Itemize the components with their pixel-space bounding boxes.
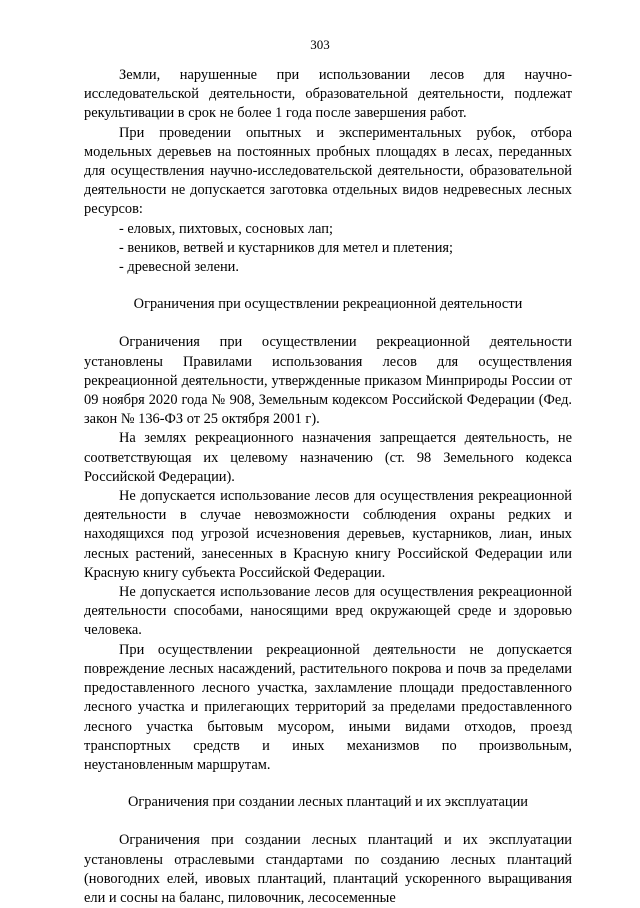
paragraph-plantation-standards: Ограничения при создании лесных плантаций и их эксплуатации установлены отраслевыми стандартами по созданию лесных плантаций (новогодних елей, ивовых плантаций, плантаций ускоренного выращивания ели и сосны на баланс, пиловочник, лесосеменные xyxy=(84,832,572,906)
page-number: 303 xyxy=(310,37,330,52)
list-item: - еловых, пихтовых, сосновых лап; xyxy=(119,220,333,237)
page-content xyxy=(84,66,572,908)
paragraph-damage-prohibition: При осуществлении рекреационной деятельности не допускается повреждение лесных насаждений, растительного покрова и почв за пределами предоставленного лесного участка, захламление площади предоставленного лесного участка и прилегающих территорий за пределами предоставленного лесного участка бытовым мусором, иными видами отходов, проезд транспортных средств и иных механизмов по произвольным, неустановленным маршрутам. xyxy=(84,641,572,773)
section-heading-plantations: Ограничения при создании лесных плантаций и их эксплуатации xyxy=(128,794,528,811)
paragraph-recreation-rules: Ограничения при осуществлении рекреационной деятельности установлены Правилами использования лесов для осуществления рекреационной деятельности, утвержденные приказом Минприроды России от 09 ноября 2020 года № 908, Земельным кодексом Российской Федерации (Фед. закон № 136-ФЗ от 25 октября 2001 г). xyxy=(84,334,572,428)
list-item: - веников, ветвей и кустарников для метел и плетения; xyxy=(119,239,454,256)
paragraph-harmful-methods: Не допускается использование лесов для осуществления рекреационной деятельности способами, наносящими вред окружающей среде и здоровью человека. xyxy=(84,584,572,639)
list-item: - древесной зелени. xyxy=(119,259,239,276)
paragraph-experimental-cuttings: При проведении опытных и экспериментальных рубок, отбора модельных деревьев на постоянных пробных площадях в лесах, переданных для осуществления научно-исследовательской деятельности, образовательной деятельности не допускается заготовка отдельных видов недревесных лесных ресурсов: xyxy=(84,124,572,218)
section-heading-recreation: Ограничения при осуществлении рекреационной деятельности xyxy=(133,296,523,313)
paragraph-rare-species: Не допускается использование лесов для осуществления рекреационной деятельности в случае невозможности соблюдения охраны редких и находящихся под угрозой исчезновения деревьев, кустарников, лиан, иных лесных растений, занесенных в Красную книгу Российской Федерации или Красную книгу субъекта Российской Федерации. xyxy=(84,488,572,581)
paragraph-land-reclamation: Земли, нарушенные при использовании лесов для научно-исследовательской деятельности, образовательной деятельности, подлежат рекультивации в срок не более 1 года после завершения работ. xyxy=(84,67,572,122)
paragraph-recreation-land: На землях рекреационного назначения запрещается деятельность, не соответствующая их целевому назначению (ст. 98 Земельного кодекса Российской Федерации). xyxy=(84,430,572,485)
